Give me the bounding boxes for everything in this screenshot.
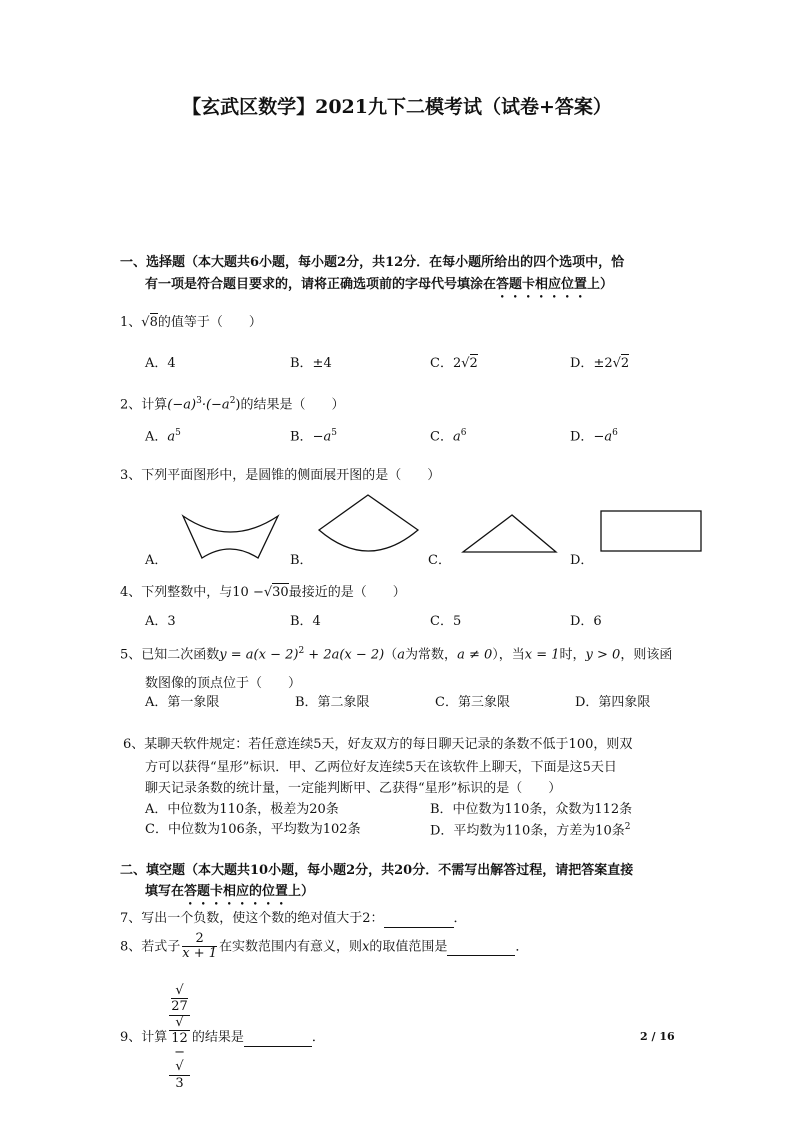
q4-option-a: A．3 <box>145 614 176 629</box>
q1-option-d: D．±2√2 <box>570 356 630 371</box>
q2-option-a: A．$a^5$ <box>145 428 181 445</box>
q8-answer-blank[interactable] <box>447 939 515 956</box>
q4-option-c: C．5 <box>430 614 462 629</box>
q1-option-c: C．2√2 <box>430 356 478 371</box>
question-4: 4、下列整数中，与10 −√30最接近的是（ ） <box>120 585 406 600</box>
q1-option-a: A．4 <box>145 356 176 371</box>
q2-option-d: D．$-a^6$ <box>570 428 618 445</box>
question-2: 2、计算$(-a)^3\cdot(-a^2)$的结果是（ ） <box>120 396 345 413</box>
section1-heading-line2: 有一项是符合题目要求的，请将正确选项前的字母代号填涂在答题卡相应位置上） <box>145 277 614 292</box>
q2-option-b: B．$-a^5$ <box>290 428 337 445</box>
q7-answer-blank[interactable] <box>384 911 454 928</box>
question-5-line2: 数图像的顶点位于（ ） <box>145 676 302 691</box>
question-3: 3、下列平面图形中，是圆锥的侧面展开图的是（ ） <box>120 468 441 483</box>
question-1: 1、√8的值等于（ ） <box>120 315 262 330</box>
sector-figure <box>316 492 422 558</box>
document-title: 【玄武区数学】2021九下二模考试（试卷+答案） <box>182 96 612 118</box>
question-6-line3: 聊天记录条数的统计量，一定能判断甲、乙获得“星形”标识的是（ ） <box>145 781 562 796</box>
q4-option-b: B．4 <box>290 614 321 629</box>
q5-option-d: D．第四象限 <box>575 695 651 710</box>
question-7: 7、写出一个负数，使这个数的绝对值大于2： ． <box>120 911 467 926</box>
page-number: 2 / 16 <box>640 1030 675 1043</box>
q3-label-a: A． <box>145 553 168 568</box>
q3-label-c: C． <box>428 553 451 568</box>
q5-option-c: C．第三象限 <box>435 695 510 710</box>
question-8: 8、若式子 $\frac{2}{x + 1}$ 在实数范围内有意义，则x的取值范围是 ． <box>120 931 529 962</box>
q8-fraction: $\frac{2}{x + 1}$ <box>182 931 218 962</box>
q5-option-a: A．第一象限 <box>145 695 220 710</box>
q3-label-d: D． <box>570 553 594 568</box>
q4-option-d: D．6 <box>570 614 602 629</box>
q6-option-d: D．平均数为110条，方差为10条$^2$ <box>430 822 631 839</box>
annular-sector-figure <box>178 508 283 564</box>
q1-option-b: B．±4 <box>290 356 332 371</box>
question-6-line2: 方可以获得“星形”标识．甲、乙两位好友连续5天在该软件上聊天，下面是这5天日 <box>145 760 617 775</box>
question-5-line1: 5、已知二次函数$y = a(x - 2)^2 + 2a(x - 2)(a$为常数，a ≠ 0），当x = 1时，y > 0，则该函 <box>120 646 673 663</box>
q6-option-b: B．中位数为110条，众数为112条 <box>430 802 633 817</box>
triangle-figure <box>460 512 560 556</box>
q9-fraction: √ 27 √ 12 − √ 3 <box>171 983 188 1091</box>
section2-heading-line2: 填写在答题卡相应的位置上） <box>145 884 315 899</box>
q5-option-b: B．第二象限 <box>295 695 370 710</box>
q3-label-b: B． <box>290 553 313 568</box>
question-6-line1: 6、某聊天软件规定：若任意连续5天，好友双方的每日聊天记录的条数不低于100，则双 <box>123 737 633 752</box>
question-9: 9、计算 √ 27 √ 12 − √ 3 的结果是 ． <box>120 983 325 1091</box>
q2-option-c: C．$a^6$ <box>430 428 467 445</box>
section1-heading-line1: 一、选择题（本大题共6小题，每小题2分，共12分．在每小题所给出的四个选项中，恰 <box>120 255 625 270</box>
section2-heading-line1: 二、填空题（本大题共10小题，每小题2分，共20分．不需写出解答过程，请把答案直接 <box>120 863 634 878</box>
rectangle-figure <box>598 508 704 554</box>
q9-answer-blank[interactable] <box>244 1030 312 1047</box>
q6-option-c: C．中位数为106条，平均数为102条 <box>145 822 361 837</box>
q6-option-a: A．中位数为110条，极差为20条 <box>145 802 339 817</box>
